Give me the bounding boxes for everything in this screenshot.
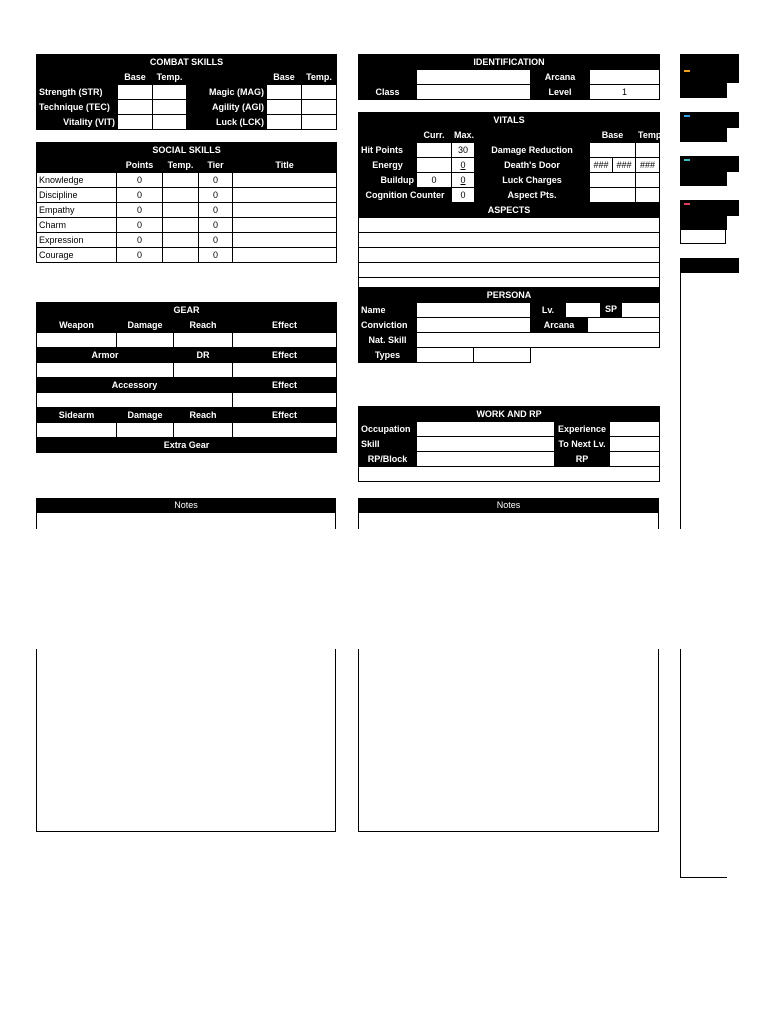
social-points-field[interactable]: 0 (117, 233, 163, 248)
extra-gear-header: Extra Gear (37, 438, 337, 453)
social-points-field[interactable]: 0 (117, 188, 163, 203)
occupation-field[interactable] (417, 422, 555, 437)
nat-skill-field[interactable] (417, 333, 660, 348)
magic-label: Magic (MAG) (187, 85, 267, 100)
social-title-field[interactable] (233, 233, 337, 248)
sidearm-damage-field[interactable] (117, 423, 174, 438)
gear-panel (36, 302, 336, 453)
sidearm-effect-field[interactable] (233, 423, 337, 438)
social-title-field[interactable] (233, 173, 337, 188)
armor-effect-field[interactable] (233, 363, 337, 378)
side-panel-header (680, 258, 739, 273)
to-next-lv-label: To Next Lv. (555, 437, 610, 452)
arcana-field[interactable] (590, 70, 660, 85)
skill-field[interactable] (417, 437, 555, 452)
notes-right-title: Notes (358, 498, 659, 513)
col-temp: Temp. (302, 70, 337, 85)
technique-label: Technique (TEC) (37, 100, 118, 115)
persona-arcana-field[interactable] (588, 318, 660, 333)
persona-name-label: Name (359, 303, 417, 318)
aspect-field[interactable] (359, 248, 660, 263)
magic-temp-field[interactable] (302, 85, 337, 100)
side-tab-4-marker-icon (684, 203, 690, 205)
social-title-field[interactable] (233, 203, 337, 218)
hp-max-field[interactable]: 30 (452, 143, 475, 158)
experience-field[interactable] (610, 422, 660, 437)
accessory-field[interactable] (37, 393, 233, 408)
arcana-label: Arcana (531, 70, 590, 85)
social-skill-name: Courage (37, 248, 117, 263)
vitality-base-field[interactable] (118, 115, 153, 130)
col-damage: Damage (117, 408, 174, 423)
damage-reduction-label: Damage Reduction (475, 143, 590, 158)
deaths-door-field[interactable]: ### (590, 158, 613, 173)
side-panel-bottom-border (680, 877, 727, 878)
type-field[interactable] (417, 348, 474, 363)
work-rp-title: WORK AND RP (359, 407, 660, 422)
luck-temp-field[interactable] (302, 115, 337, 130)
weapon-effect-field[interactable] (233, 333, 337, 348)
aspect-pts-base-field[interactable] (590, 188, 636, 203)
hp-curr-field[interactable] (417, 143, 452, 158)
side-tab-4-ext (680, 216, 727, 230)
social-points-field[interactable]: 0 (117, 173, 163, 188)
social-tier-field[interactable]: 0 (199, 188, 233, 203)
social-skills-panel (36, 142, 336, 263)
col-effect: Effect (233, 318, 337, 333)
col-weapon: Weapon (37, 318, 117, 333)
social-title-field[interactable] (233, 248, 337, 263)
persona-name-field[interactable] (417, 303, 531, 318)
side-tab-1-ext (680, 83, 727, 98)
social-title-field[interactable] (233, 218, 337, 233)
table-row (37, 233, 337, 248)
persona-lv-label: Lv. (531, 303, 566, 318)
col-curr: Curr. (417, 128, 452, 143)
social-tier-field[interactable]: 0 (199, 233, 233, 248)
vitals-title: VITALS (359, 113, 660, 128)
persona-sp-label: SP (600, 302, 622, 317)
sidearm-field[interactable] (37, 423, 117, 438)
class-field[interactable] (417, 85, 531, 100)
social-points-field[interactable]: 0 (117, 248, 163, 263)
buildup-label: Buildup (359, 173, 417, 188)
to-next-lv-field[interactable] (610, 437, 660, 452)
social-skills-title: SOCIAL SKILLS (37, 143, 337, 158)
col-armor: Armor (37, 348, 174, 363)
vitality-label: Vitality (VIT) (37, 115, 118, 130)
buildup-curr-field[interactable]: 0 (417, 173, 452, 188)
level-field[interactable]: 1 (590, 85, 660, 100)
social-skill-name: Charm (37, 218, 117, 233)
identification-panel (358, 54, 659, 100)
side-tab-1-marker-icon (684, 70, 690, 72)
social-temp-field[interactable] (163, 203, 199, 218)
social-points-field[interactable]: 0 (117, 218, 163, 233)
gear-title: GEAR (37, 303, 337, 318)
social-temp-field[interactable] (163, 173, 199, 188)
combat-skills-panel (36, 54, 336, 130)
rp-label: RP (555, 452, 610, 467)
side-tab-3-ext (680, 172, 727, 186)
persona-arcana-label: Arcana (531, 318, 588, 333)
col-base: Base (118, 70, 153, 85)
col-base: Base (590, 128, 636, 143)
social-title-field[interactable] (233, 188, 337, 203)
buildup-max-field[interactable]: 0 (452, 173, 475, 188)
aspect-pts-label: Aspect Pts. (475, 188, 590, 203)
energy-label: Energy (359, 158, 417, 173)
identification-title: IDENTIFICATION (359, 55, 660, 70)
social-temp-field[interactable] (163, 233, 199, 248)
social-temp-field[interactable] (163, 188, 199, 203)
dr-base-field[interactable] (590, 143, 636, 158)
col-damage: Damage (117, 318, 174, 333)
agility-label: Agility (AGI) (187, 100, 267, 115)
type-field[interactable] (474, 348, 531, 363)
col-tier: Tier (199, 158, 233, 173)
side-tab-2-ext (680, 128, 727, 142)
combat-skills-title: COMBAT SKILLS (37, 55, 337, 70)
social-skill-name: Empathy (37, 203, 117, 218)
conviction-field[interactable] (417, 318, 531, 333)
vitality-temp-field[interactable] (153, 115, 187, 130)
table-row (37, 173, 337, 188)
hit-points-label: Hit Points (359, 143, 417, 158)
notes-left-title: Notes (36, 498, 336, 513)
rp-field[interactable] (610, 452, 660, 467)
col-effect: Effect (233, 348, 337, 363)
social-tier-field[interactable]: 0 (199, 248, 233, 263)
dr-temp-field[interactable] (636, 143, 660, 158)
aspect-field[interactable] (359, 233, 660, 248)
deaths-door-field[interactable]: ### (613, 158, 636, 173)
social-tier-field[interactable]: 0 (199, 203, 233, 218)
col-effect: Effect (233, 408, 337, 423)
conviction-label: Conviction (359, 318, 417, 333)
energy-curr-field[interactable] (417, 158, 452, 173)
col-dr: DR (174, 348, 233, 363)
weapon-reach-field[interactable] (174, 333, 233, 348)
aspect-pts-temp-field[interactable] (636, 188, 660, 203)
table-row (37, 248, 337, 263)
social-tier-field[interactable]: 0 (199, 218, 233, 233)
luck-charges-base-field[interactable] (590, 173, 636, 188)
side-tab-4-box (680, 230, 726, 244)
cognition-counter-label: Cognition Counter (359, 188, 452, 203)
strength-base-field[interactable] (118, 85, 153, 100)
strength-label: Strength (STR) (37, 85, 118, 100)
social-temp-field[interactable] (163, 218, 199, 233)
table-row (37, 218, 337, 233)
rp-block-label: RP/Block (359, 452, 417, 467)
table-row (37, 203, 337, 218)
col-effect: Effect (233, 378, 337, 393)
experience-label: Experience (555, 422, 610, 437)
luck-charges-temp-field[interactable] (636, 173, 660, 188)
magic-base-field[interactable] (267, 85, 302, 100)
class-label: Class (359, 85, 417, 100)
aspect-field[interactable] (359, 218, 660, 233)
technique-temp-field[interactable] (153, 100, 187, 115)
side-panel-left-border (680, 273, 681, 529)
col-points: Points (117, 158, 163, 173)
agility-base-field[interactable] (267, 100, 302, 115)
skill-label: Skill (359, 437, 417, 452)
cognition-max-field[interactable]: 0 (452, 188, 475, 203)
luck-base-field[interactable] (267, 115, 302, 130)
table-row (37, 188, 337, 203)
vitals-panel (358, 112, 664, 293)
weapon-damage-field[interactable] (117, 333, 174, 348)
armor-field[interactable] (37, 363, 174, 378)
persona-title: PERSONA (359, 288, 660, 303)
social-skill-name: Knowledge (37, 173, 117, 188)
aspects-title: ASPECTS (359, 203, 660, 218)
occupation-label: Occupation (359, 422, 417, 437)
col-sidearm: Sidearm (37, 408, 117, 423)
sidearm-reach-field[interactable] (174, 423, 233, 438)
side-tab-2-marker-icon (684, 115, 690, 117)
energy-max-field[interactable]: 0 (452, 158, 475, 173)
agility-temp-field[interactable] (302, 100, 337, 115)
col-temp: Temp. (636, 128, 660, 143)
side-panel-left-border (680, 649, 681, 878)
types-label: Types (359, 348, 417, 363)
social-tier-field[interactable]: 0 (199, 173, 233, 188)
deaths-door-label: Death's Door (475, 158, 590, 173)
deaths-door-field[interactable]: ### (636, 158, 660, 173)
persona-panel (358, 287, 659, 363)
armor-dr-field[interactable] (174, 363, 233, 378)
page-gap (0, 529, 768, 649)
col-title: Title (233, 158, 337, 173)
col-reach: Reach (174, 408, 233, 423)
col-temp: Temp. (153, 70, 187, 85)
nat-skill-label: Nat. Skill (359, 333, 417, 348)
col-temp: Temp. (163, 158, 199, 173)
social-temp-field[interactable] (163, 248, 199, 263)
col-accessory: Accessory (37, 378, 233, 393)
luck-label: Luck (LCK) (187, 115, 267, 130)
side-tab-3-marker-icon (684, 159, 690, 161)
side-tab-1[interactable] (680, 54, 739, 83)
aspect-field[interactable] (359, 263, 660, 278)
strength-temp-field[interactable] (153, 85, 187, 100)
social-points-field[interactable]: 0 (117, 203, 163, 218)
weapon-field[interactable] (37, 333, 117, 348)
luck-charges-label: Luck Charges (475, 173, 590, 188)
name-field[interactable] (417, 70, 531, 85)
col-reach: Reach (174, 318, 233, 333)
col-base: Base (267, 70, 302, 85)
work-rp-panel (358, 406, 659, 482)
accessory-effect-field[interactable] (233, 393, 337, 408)
rp-block-field[interactable] (417, 452, 555, 467)
social-skill-name: Discipline (37, 188, 117, 203)
level-label: Level (531, 85, 590, 100)
technique-base-field[interactable] (118, 100, 153, 115)
col-max: Max. (452, 128, 475, 143)
social-skill-name: Expression (37, 233, 117, 248)
